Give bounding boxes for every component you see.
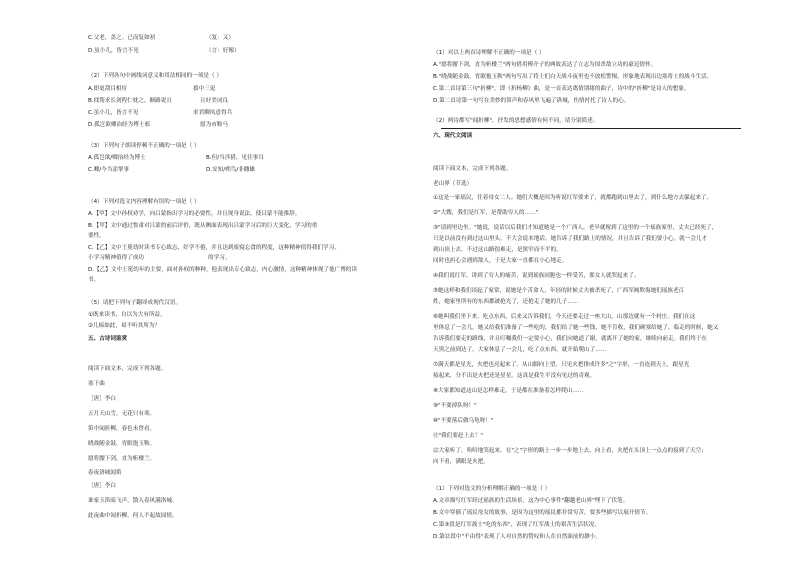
poem-q1-option-b: B."晓战随金鼓，宵眠抱玉鞍"两句写出了将士们白天战斗夜里也不放松警惕，形象地表现出边塞将士的战斗生活。 [433,74,713,80]
text-q1-option-c: C.第③段是红军战士"吃的东西"，表现了红军战士的艰苦生活状况。 [433,522,600,528]
paragraph-3-cont: 只是以前没有到过这山里头，不大会说本地话。她告诉了我们路上的情况，并且告诉了我们要小心，就一会儿才 [433,236,708,242]
section-5-heading: 五、古诗词鉴赏 [88,336,128,342]
poem-read-intro: 阅读下面文本，完成下列各题。 [88,366,167,372]
paragraph-12-cont: 向下看，满眼是火把。 [433,459,489,465]
text-read-intro: 阅读下面文本，完成下列各题。 [433,166,512,172]
poem2-title: 春夜洛城闻笛 [88,470,122,476]
text-q1-option-d: D.第⑫段中"不由得"表现了人对自然的赞叹和人在自然面前的渺小。 [433,534,601,540]
q5-sentence-1: ①既来读书，自以为大有所益。 [88,312,166,318]
paragraph-5: ⑤她这样和我们谈起了家常，说她是个苦命人，年轻的时候丈夫被杀死了，广西军阀欺侮她们瑶族老百 [433,288,685,294]
q2-option-b: B.找帮求长剑程仁枕之，顺路说且 [88,98,172,104]
q5-stem: （5）请把下列句子翻译成现代汉语。 [88,300,182,306]
paragraph-2: ②"大嫂，我们是红军，是帮助穷人的……" [433,210,539,216]
poem2-line: 此夜曲中闻折柳，何人不起故园情。 [88,513,178,519]
paragraph-7: ⑦满天都是星光，火把也亮起来了。从山脚向上望，只见火把排成许多"之"字形，一直连到天上，跟星光 [433,362,690,368]
poem-q1-option-a: A."愿将腰下剑，直为斩楼兰"两句借用傅介子的典故表达了立志为国杀敌立功的豪迈情怀。 [433,62,657,68]
paragraph-10: ⑩"不要落后做乌龟呀！" [433,418,494,424]
text-title: 老山界（节选） [433,181,473,187]
paragraph-3: ③"请到里边坐。"她说，说话以后我们才知道她是一个广西人，老早就嫁到了这里的一个瑶族家里，丈夫已经死了， [433,225,718,231]
q4-option-d: D.【乙】文中王冕幼年的主要，面对孙权的种种，他表现出专心致志，内心激情，这种精神体现了他广博的读 [88,267,357,273]
q4-option-d-cont: 书。 [88,277,100,283]
paragraph-6-cont: 告诉我们要走的路线，并且叮嘱我们一定要小心，我们向她道了谢，就离开了她的家，继续向前走。我们终于在 [433,336,708,342]
q2-option-d: D.孤岂欲卿治经为博士邪 [88,122,151,128]
answer-line [441,128,741,129]
q4-option-b-cont: 要性。 [88,233,105,239]
q2-option-a-pair: 拔中三更 [193,86,216,92]
poem1-line: 五月天山雪，无花只有寒。 [88,411,156,417]
paragraph-5-cont: 姓，她家里所有的东西都被抢光了，还抢走了她的儿子…… [433,299,579,305]
paragraph-7-cont: 接起来，分不出是火把还是星星。这真是我生平没有见过的奇观。 [433,373,596,379]
paragraph-1: ①这是一家瑶民，住着母女二人。她们大概是因为听说红军要来了，就都跑到山里去了，到什么地方去躲起来了。 [433,195,713,201]
q1-option-c-note: （复：又） [206,35,234,41]
q3-option-b: B.但/当涉猎，见往事耳 [206,155,264,161]
q5-sentence-2: ②儿痴如此，曷不听其所为？ [88,323,161,329]
q4-stem: （4）下列对选文内容理解有误的一项是（ ） [88,199,200,205]
section-6-heading: 六、现代文阅读 [433,133,473,139]
q4-option-c-tail: 的学习。 [208,255,231,261]
paragraph-4: ④我们说红军，讲到了穷人的痛苦，说到瑶族同胞也一样受苦，那女人就哭起来了。 [433,273,640,279]
poem2-line: 谁家玉笛暗飞声，散入春风满洛城。 [88,498,178,504]
q2-option-d-pair: 愿为市鞍马 [200,122,228,128]
q2-option-c: C.虽小儿，皆言不见 [88,110,139,116]
q2-stem: （2）下列各句中画线词意义和用法相同的一项是（ ） [88,73,222,79]
q2-option-a: A.即更刮目相待 [88,86,128,92]
q4-option-a: A.【甲】文中孙权劝学，向吕蒙指出学习的必要性，并且现身说法，使吕蒙不能推辞。 [88,211,301,217]
q4-option-c-cont: 小学习精神值得了成功 [88,255,144,261]
poem1-line: 愿将腰下剑，直为斩楼兰。 [88,456,156,462]
q4-option-b: B.【甲】文中通过鲁肃对吕蒙的前后评价，既从侧面表现出吕蒙学习后的巨大变化，学习的重 [88,223,318,229]
poem2-author: ［唐］李白 [88,483,116,489]
paragraph-6-cont: 天黑之前到达了，大家休息了一会儿，吃了点东西，就开始爬山了…… [433,347,607,353]
poem1-title: 塞下曲 [88,381,105,387]
poem-q1-option-d: D.第二首诗第一句写在美妙的笛声和春风里飞遍了洛城，伤情衬托了诗人的心。 [433,98,630,104]
poem-q1-option-c: C.第二首诗第三句"折柳"，即《折杨柳》曲，是一首表达离情别绪的曲子，诗中的"折柳"是诗人的想象。 [433,86,690,92]
q4-option-c: C.【乙】文中王冕幼时读书专心致志，好学不倦，并且达到废寝忘食的程度，这种精神值得我们学习。 [88,245,340,251]
q3-option-d: D.安知/朔鸟/非雌雄 [206,167,256,173]
paragraph-3-cont: 同时也担心会遇到敌人，于是大家一直都在小心地走。 [433,258,568,264]
paragraph-12: ⑫大家听了，哈哈地笑起来。在"之"字形的路上一步一步地上去，向上看，火把在头顶上一点点的接到了天空； [433,448,707,454]
q1-option-c: C.父老，盖之。已而复如初 [88,35,156,41]
poem1-line: 晓战随金鼓，宵眠抱玉鞍。 [88,441,156,447]
q3-option-a: A.孤岂欲/卿治经为博士 [88,155,146,161]
paragraph-6: ⑥她叫我们坐下来，吃点东西，后来又告诉我们，今天还要走过一座大山，山那边就有一个村庄。我们在这 [433,314,696,320]
poem1-author: ［唐］李白 [88,396,116,402]
q1-option-d: D.虽小儿，皆言不见 [88,48,139,54]
text-q1-option-a: A.文章描写红军经过瑶族的生活场景，这为中心事件"翻越老山界"埋下了伏笔。 [433,498,629,504]
paragraph-11: ⑪"我们要赶上去！" [433,433,483,439]
paragraph-6-cont: 里休息了一会儿，她又给我们准备了一些吃的，我们给了她一些钱，她不肯收，我们硬塞给她了，临走的时候，她又 [433,325,719,331]
q2-option-b-pair: 且好美词良 [200,98,228,104]
poem-q1-stem: （1）对以上两首诗理解不正确的一项是（ ） [433,50,545,56]
paragraph-3-cont: 到山顶上去。不过这山路很难走，是狭窄而不平的， [433,247,562,253]
q1-option-d-note: （言：好像） [206,48,240,54]
text-q1-stem: （1）下列对选文的分析理解正确的一项是（ ） [433,486,551,492]
text-q1-option-b: B.文中穿插了瑶民母女的故事，是因为这里的瑶民都非常穷苦，要多些描写以展开情节。 [433,510,652,516]
q3-option-c: C.卿/今当涂掌事 [88,167,130,173]
poem1-line: 笛中闻折柳，春色未曾看。 [88,426,156,432]
poem-q2-stem: （2）两诗都写"闻折柳"，抒发的思想感情有何不同，请分别简述。 [433,118,599,124]
q3-stem: （3）下列句子朗读停顿不正确的一项是（ ） [88,143,200,149]
q2-option-c-pair: 求君聊凤意得兵 [193,110,233,116]
paragraph-8: ⑧大家都知道这山是怎样难走，于是都在准备着怎样爬山…… [433,388,584,394]
paragraph-9: ⑨"不要掉队呀！" [433,403,477,409]
